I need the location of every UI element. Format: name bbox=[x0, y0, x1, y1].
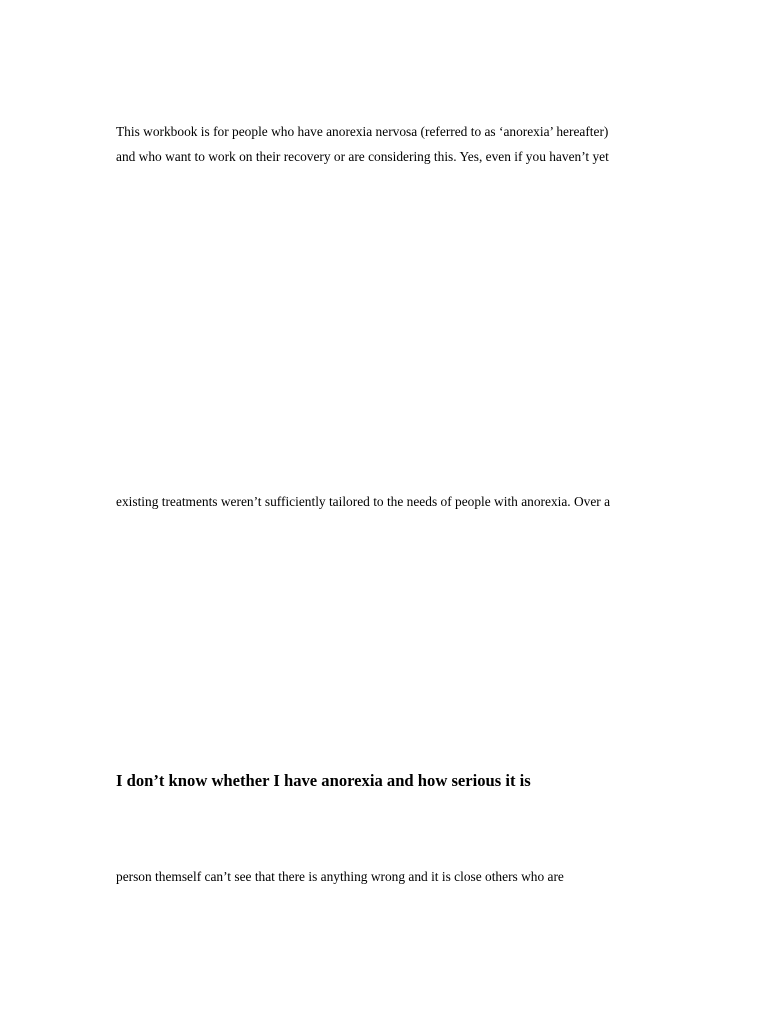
paragraph-1-line-1: This workbook is for people who have anorexia nervosa (referred to as ‘anorexia’ hereafter) bbox=[116, 124, 609, 139]
paragraph-2-line-1: existing treatments weren’t sufficiently tailored to the needs of people with anorexia. Over a bbox=[116, 494, 611, 509]
section-heading: I don’t know whether I have anorexia and how serious it is bbox=[116, 771, 531, 790]
paragraph-1-line-2: and who want to work on their recovery or are considering this. Yes, even if you haven’t yet bbox=[116, 149, 609, 164]
paragraph-3-line-1: person themself can’t see that there is anything wrong and it is close others who are bbox=[116, 869, 564, 884]
